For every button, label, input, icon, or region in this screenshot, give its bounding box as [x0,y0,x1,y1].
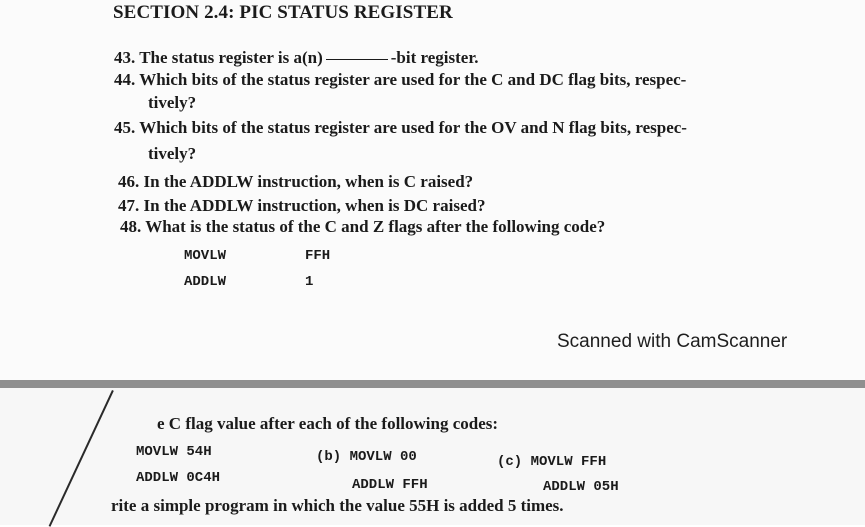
page-divider [0,380,865,388]
question-43 [114,48,479,68]
question-text: What is the status of the C and Z flags after the following code? [145,217,606,236]
code-a-line1: MOVLW 54H [136,444,212,460]
bottom-last-line: rite a simple program in which the value 55H is added 5 times. [111,496,564,515]
code-arg: 1 [305,274,314,290]
code-b-line2: ADDLW FFH [352,477,428,493]
question-number: 45. [114,118,136,137]
question-text: Which bits of the status register are used for the OV and N flag bits, respec- [139,118,687,137]
code-arg: FFH [305,248,331,264]
question-text: -bit register. [390,48,479,67]
question-number: 43. [114,48,136,67]
question-text: In the ADDLW instruction, when is DC raised? [143,196,486,215]
question-number: 46. [118,172,140,191]
question-46 [118,172,473,192]
code-a-line2: ADDLW 0C4H [136,470,221,486]
question-text: Which bits of the status register are used for the C and DC flag bits, respec- [139,70,687,89]
question-number: 48. [120,217,142,236]
code-b-line1: (b) MOVLW 00 [316,449,417,465]
code-op: ADDLW [184,274,227,290]
code-c-line1: (c) MOVLW FFH [497,454,607,470]
question-text: The status register is a(n) [139,48,323,67]
question-44 [114,70,686,90]
bottom-question-line: e C flag value after each of the following codes: [157,414,499,433]
question-number: 47. [118,196,140,215]
section-title: SECTION 2.4: PIC STATUS REGISTER [113,2,453,23]
answer-blank [326,59,388,60]
question-number: 44. [114,70,136,89]
question-text: In the ADDLW instruction, when is C raised? [143,172,474,191]
code-op: MOVLW [184,248,227,264]
question-45-continuation: tively? [148,144,197,163]
question-48 [120,217,605,237]
question-45 [114,118,687,138]
code-c-line2: ADDLW 05H [543,479,619,495]
question-47 [118,196,485,216]
scanner-watermark: Scanned with CamScanner [557,331,788,352]
question-44-continuation: tively? [148,93,197,112]
